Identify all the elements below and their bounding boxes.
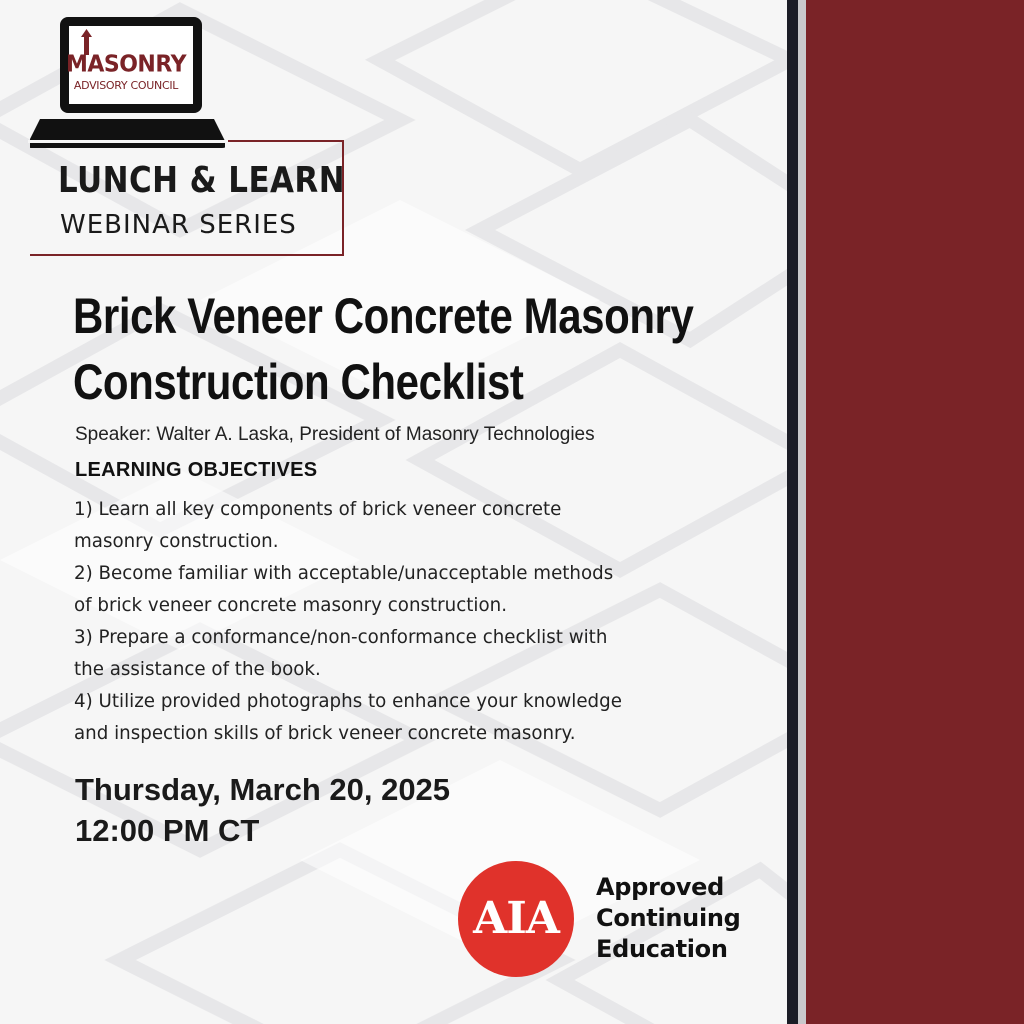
aia-caption-line: Approved bbox=[596, 873, 724, 901]
light-stripe bbox=[798, 0, 806, 1024]
objective-line: 2) Become familiar with acceptable/unacceptable methods bbox=[74, 562, 614, 584]
objective-line: 1) Learn all key components of brick veneer concrete bbox=[74, 498, 562, 520]
objective-line: the assistance of the book. bbox=[74, 658, 321, 680]
red-band bbox=[806, 0, 1024, 1024]
aia-caption bbox=[596, 872, 741, 965]
speaker-line: Speaker: Walter A. Laska, President of Masonry Technologies bbox=[75, 424, 595, 445]
objective-line: 3) Prepare a conformance/non-conformance checklist with bbox=[74, 626, 608, 648]
aia-caption-line: Education bbox=[596, 935, 728, 963]
objective-line: masonry construction. bbox=[74, 530, 279, 552]
series-subtitle: WEBINAR SERIES bbox=[60, 210, 297, 240]
event-date: Thursday, March 20, 2025 bbox=[75, 772, 451, 807]
objectives-heading: LEARNING OBJECTIVES bbox=[75, 459, 318, 481]
objective-line: of brick veneer concrete masonry construction. bbox=[74, 594, 507, 616]
title-line: Construction Checklist bbox=[73, 354, 524, 410]
event-time: 12:00 PM CT bbox=[75, 813, 260, 848]
logo-org-subname: ADVISORY COUNCIL bbox=[73, 79, 179, 92]
dark-stripe bbox=[787, 0, 798, 1024]
objectives-list bbox=[74, 493, 751, 749]
logo-org-name: MASONRY bbox=[65, 51, 187, 78]
objective-line: and inspection skills of brick veneer concrete masonry. bbox=[74, 722, 576, 744]
side-color-band bbox=[787, 0, 1024, 1024]
series-title: LUNCH & LEARN bbox=[58, 160, 346, 201]
aia-caption-line: Continuing bbox=[596, 904, 741, 932]
objective-line: 4) Utilize provided photographs to enhance your knowledge bbox=[74, 690, 622, 712]
page-title bbox=[73, 283, 694, 415]
title-line: Brick Veneer Concrete Masonry bbox=[73, 288, 694, 344]
aia-logo-text: AIA bbox=[473, 893, 559, 944]
